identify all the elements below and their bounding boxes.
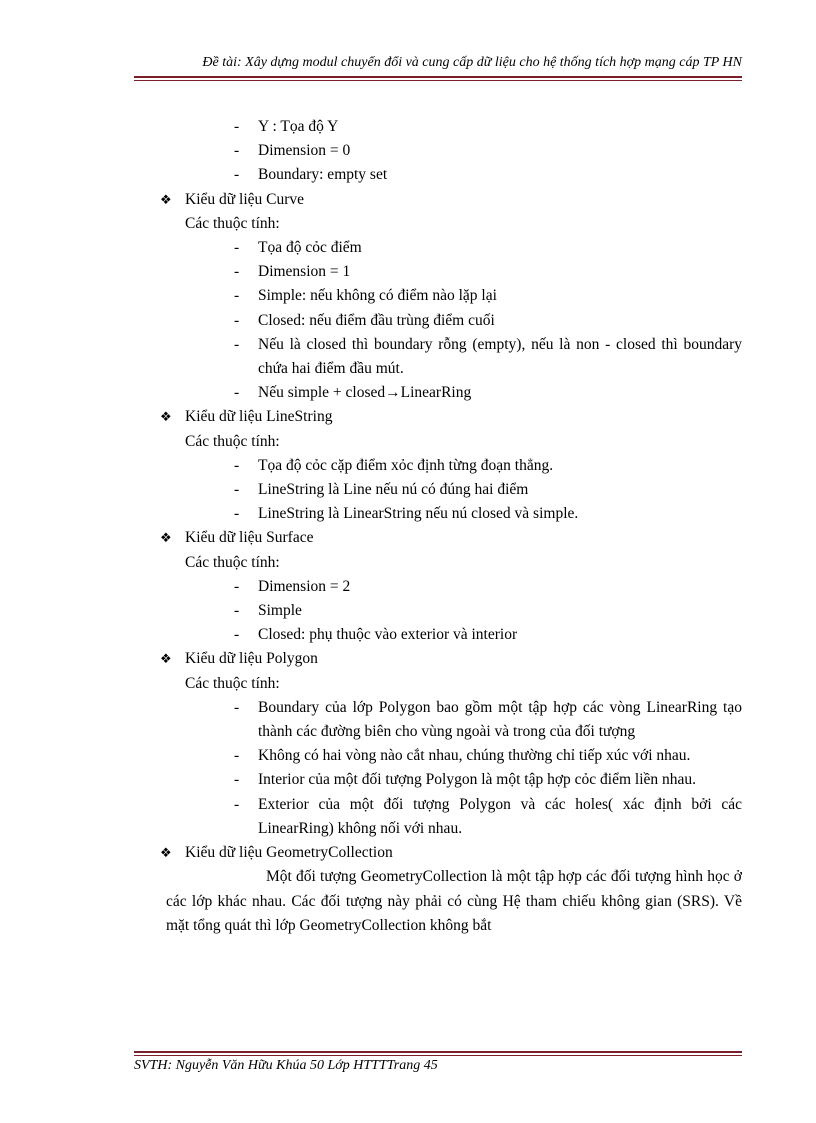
list-item: - Boundary của lớp Polygon bao gồm một tập hợp các vòng LinearRing tạo thành các đường biên cho vùng ngoài và trong của đối tượng	[134, 696, 742, 744]
dash-marker: -	[234, 698, 240, 716]
section-heading-polygon: ❖ Kiểu dữ liệu Polygon	[134, 647, 742, 671]
dash-marker: -	[234, 747, 240, 765]
list-item: - Tọa độ cỏc điểm	[134, 236, 742, 260]
list-item: - Nếu là closed thì boundary rỗng (empty), nếu là non - closed thì boundary chứa hai điểm đầu mút.	[134, 333, 742, 381]
section-heading-linestring: ❖ Kiểu dữ liệu LineString	[134, 405, 742, 429]
page-header-title: Đề tài: Xây dựng modul chuyển đổi và cung cấp dữ liệu cho hệ thống tích hợp mạng cáp TP HN	[202, 55, 742, 70]
dash-marker: -	[234, 287, 240, 305]
props-label: Các thuộc tính:	[185, 553, 280, 571]
list-item: - Dimension = 2	[134, 575, 742, 599]
list-item: - Tọa độ cỏc cặp điểm xỏc định từng đoạn thẳng.	[134, 454, 742, 478]
diamond-bullet-icon: ❖	[160, 845, 172, 861]
section-heading-geometrycollection: ❖ Kiểu dữ liệu GeometryCollection	[134, 841, 742, 865]
list-item: - Y : Tọa độ Y	[134, 115, 742, 139]
dash-marker: -	[234, 335, 240, 353]
dash-marker: -	[234, 577, 240, 595]
dash-marker: -	[234, 505, 240, 523]
section-heading-surface: ❖ Kiểu dữ liệu Surface	[134, 526, 742, 550]
footer-rule-top	[134, 1051, 742, 1053]
list-item: - Dimension = 0	[134, 139, 742, 163]
diamond-bullet-icon: ❖	[160, 409, 172, 425]
list-item: - LineString là Line nếu nú có đúng hai điểm	[134, 478, 742, 502]
dash-marker: -	[234, 456, 240, 474]
diamond-bullet-icon: ❖	[160, 191, 172, 207]
dash-marker: -	[234, 771, 240, 789]
list-item: - Exterior của một đối tượng Polygon và các holes( xác định bởi các LinearRing) không nối với nhau.	[134, 793, 742, 841]
dash-marker: -	[234, 239, 240, 257]
props-label: Các thuộc tính:	[185, 674, 280, 692]
document-body	[134, 115, 742, 938]
dash-marker: -	[234, 795, 240, 813]
list-item: - Simple: nếu không có điểm nào lặp lại	[134, 284, 742, 308]
dash-marker: -	[234, 118, 240, 135]
dash-marker: -	[234, 263, 240, 281]
footer-rule-bottom	[134, 1055, 742, 1056]
body-paragraph: Một đối tượng GeometryCollection là một tập hợp các đối tượng hình học ở các lớp khác nhau. Các đối tượng này phải có cùng Hệ tham chiếu không gian (SRS). Về mặt tổng quát thì lớp GeometryCollection không bắt	[166, 868, 742, 934]
diamond-bullet-icon: ❖	[160, 530, 172, 546]
list-item: - Nếu simple + closed→LinearRing	[134, 381, 742, 405]
diamond-bullet-icon: ❖	[160, 651, 172, 667]
list-item: - Closed: nếu điểm đầu trùng điểm cuối	[134, 309, 742, 333]
header-rule-bottom	[134, 80, 742, 81]
dash-marker: -	[234, 142, 240, 160]
dash-marker: -	[234, 384, 240, 402]
list-item: - Simple	[134, 599, 742, 623]
list-item: - Interior của một đối tượng Polygon là một tập hợp cỏc điểm liền nhau.	[134, 768, 742, 792]
header-rule-top	[134, 76, 742, 78]
props-label: Các thuộc tính:	[185, 214, 280, 232]
dash-marker: -	[234, 166, 240, 184]
list-item: - Boundary: empty set	[134, 163, 742, 187]
list-item: - LineString là LinearString nếu nú closed và simple.	[134, 502, 742, 526]
dash-marker: -	[234, 626, 240, 644]
list-item: - Không có hai vòng nào cắt nhau, chúng thường chỉ tiếp xúc với nhau.	[134, 744, 742, 768]
list-item: - Dimension = 1	[134, 260, 742, 284]
list-item: - Closed: phụ thuộc vào exterior và interior	[134, 623, 742, 647]
dash-marker: -	[234, 602, 240, 620]
section-heading-curve: ❖ Kiểu dữ liệu Curve	[134, 188, 742, 212]
page-footer: SVTH: Nguyễn Văn Hữu Khúa 50 Lớp HTTTTrang 45	[134, 1058, 438, 1073]
dash-marker: -	[234, 481, 240, 499]
props-label: Các thuộc tính:	[185, 432, 280, 450]
dash-marker: -	[234, 311, 240, 329]
